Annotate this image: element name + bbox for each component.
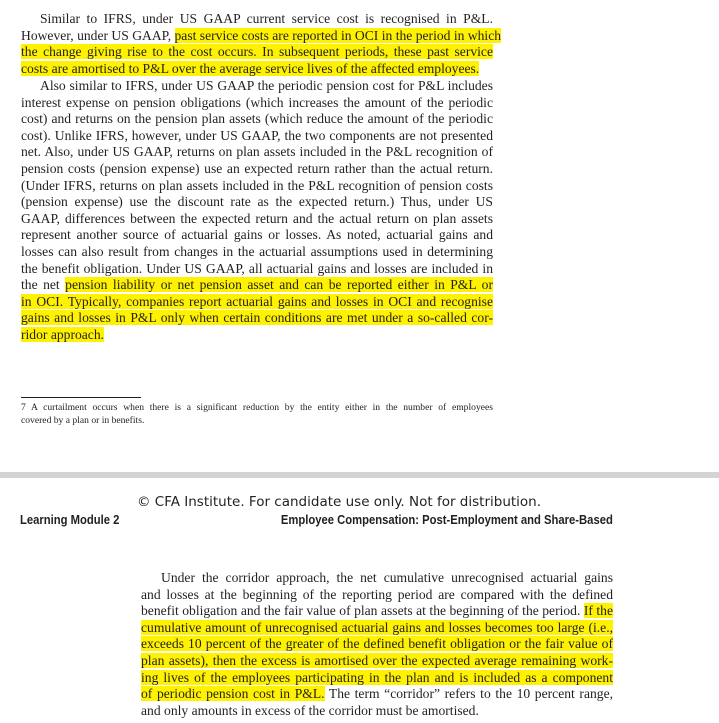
text-segment: and only amounts in excess of the corridor must be amortised.	[141, 702, 479, 718]
text-line	[21, 327, 493, 344]
text-line	[21, 11, 493, 28]
text-segment: net. Also, under US GAAP, returns on plan assets included in the P&L recognition of	[21, 144, 493, 160]
text-segment: cost). Unlike IFRS, however, under US GAAP, the two components are not presented	[21, 127, 493, 143]
text-segment: However, under US GAAP,	[21, 27, 175, 43]
text-line	[141, 636, 613, 653]
footnote	[21, 402, 493, 427]
footnote-line: covered by a plan or in benefits.	[21, 414, 145, 426]
text-segment: interest expense on pension obligations (which increases the amount of the periodic	[21, 94, 493, 110]
text-segment: benefit obligation and the fair value of plan assets at the beginning of the period.	[141, 603, 584, 619]
highlighted-text: past service costs are reported in OCI in the period in which	[174, 27, 502, 43]
highlighted-text: gains and losses in P&L only when certain conditions are met under a so-called cor-	[21, 310, 493, 326]
highlighted-text: costs are amortised to P&L over the average service lives of the affected employees.	[21, 60, 480, 76]
text-line	[141, 570, 613, 587]
text-line	[21, 44, 493, 61]
text-line	[141, 670, 613, 687]
text-line	[21, 194, 493, 211]
text-line	[21, 227, 493, 244]
module-label: Learning Module 2	[20, 513, 120, 527]
document-page-2	[0, 478, 719, 723]
footnote-line: 7 A curtailment occurs when there is a significant reduction by the entity either in the number of employees	[21, 402, 493, 413]
highlighted-text: exceeds 10 percent of the greater of the defined benefit obligation or the fair value of	[141, 636, 613, 652]
text-line	[21, 61, 493, 78]
text-segment: (pension expense) use the discount rate as the expected return.) Thus, under US	[21, 194, 493, 210]
text-segment: pension costs (pension expense) use an expected return rather than the actual return.	[21, 160, 493, 176]
text-segment: Under the corridor approach, the net cumulative unrecognised actuarial gains	[161, 570, 613, 585]
highlighted-text: If the	[583, 603, 613, 619]
text-line	[21, 95, 493, 112]
copyright-notice: © CFA Institute. For candidate use only. Not for distribution.	[137, 494, 542, 510]
text-segment: Similar to IFRS, under US GAAP current service cost is recognised in P&L.	[40, 11, 493, 26]
paragraph-periodic-pension-cost	[21, 78, 493, 344]
text-line	[21, 78, 493, 95]
highlighted-text: the change giving rise to the cost occurs. In subsequent periods, these past service	[21, 44, 493, 60]
highlighted-text: plan assets), then the excess is amortised over the expected average remaining work-	[141, 652, 613, 668]
text-line	[21, 27, 502, 45]
highlighted-text: ridor approach.	[21, 326, 105, 342]
footnote-rule	[21, 397, 141, 398]
text-line	[21, 144, 493, 161]
text-segment: cost) and returns on the pension plan assets (which reduce the amount of the periodic	[21, 111, 493, 127]
text-segment: and losses at the beginning of the reporting period are compared with the defined	[141, 586, 613, 602]
text-line	[21, 277, 493, 294]
text-line	[21, 111, 493, 128]
text-line	[141, 620, 613, 637]
text-line	[21, 244, 493, 261]
text-line	[141, 603, 613, 620]
running-head: Employee Compensation: Post-Employment and Share-Based	[281, 513, 613, 527]
highlighted-text: in OCI. Typically, companies report actuarial gains and losses in OCI and recognise	[21, 293, 493, 309]
text-line	[141, 703, 613, 720]
paragraph-past-service-costs	[21, 11, 502, 77]
text-segment: represent another source of actuarial gains or losses. As noted, actuarial gains and	[21, 227, 493, 243]
text-segment: GAAP, differences between the expected return and the actual return on plan assets	[21, 210, 493, 226]
paragraph-corridor-approach	[141, 570, 613, 719]
text-segment: (Under IFRS, returns on plan assets included in the P&L recognition of pension costs	[21, 177, 493, 193]
highlighted-text: pension liability or net pension asset and can be reported either in P&L or	[65, 277, 493, 293]
text-segment: The term “corridor” refers to the 10 percent range,	[324, 686, 613, 702]
text-line	[141, 587, 613, 604]
highlighted-text: of periodic pension cost in P&L.	[141, 686, 325, 702]
text-line	[141, 653, 613, 670]
highlighted-text: cumulative amount of unrecognised actuarial gains and losses becomes too large (i.e.,	[141, 619, 613, 635]
text-segment: the net	[21, 277, 66, 293]
text-line	[21, 294, 493, 311]
text-segment: the benefit obligation. Under US GAAP, all actuarial gains and losses are included in	[21, 260, 493, 276]
text-segment: losses can also result from changes in the actuarial assumptions used in determining	[21, 243, 493, 259]
text-line	[21, 161, 493, 178]
text-line	[21, 261, 493, 278]
highlighted-text: ing lives of the employees participating in the plan and is included as a component	[141, 669, 613, 685]
text-line	[21, 178, 493, 195]
text-line	[21, 211, 493, 228]
text-line	[21, 310, 493, 327]
text-line	[141, 686, 613, 703]
text-line	[21, 128, 493, 145]
text-segment: Also similar to IFRS, under US GAAP the periodic pension cost for P&L includes	[40, 78, 493, 93]
